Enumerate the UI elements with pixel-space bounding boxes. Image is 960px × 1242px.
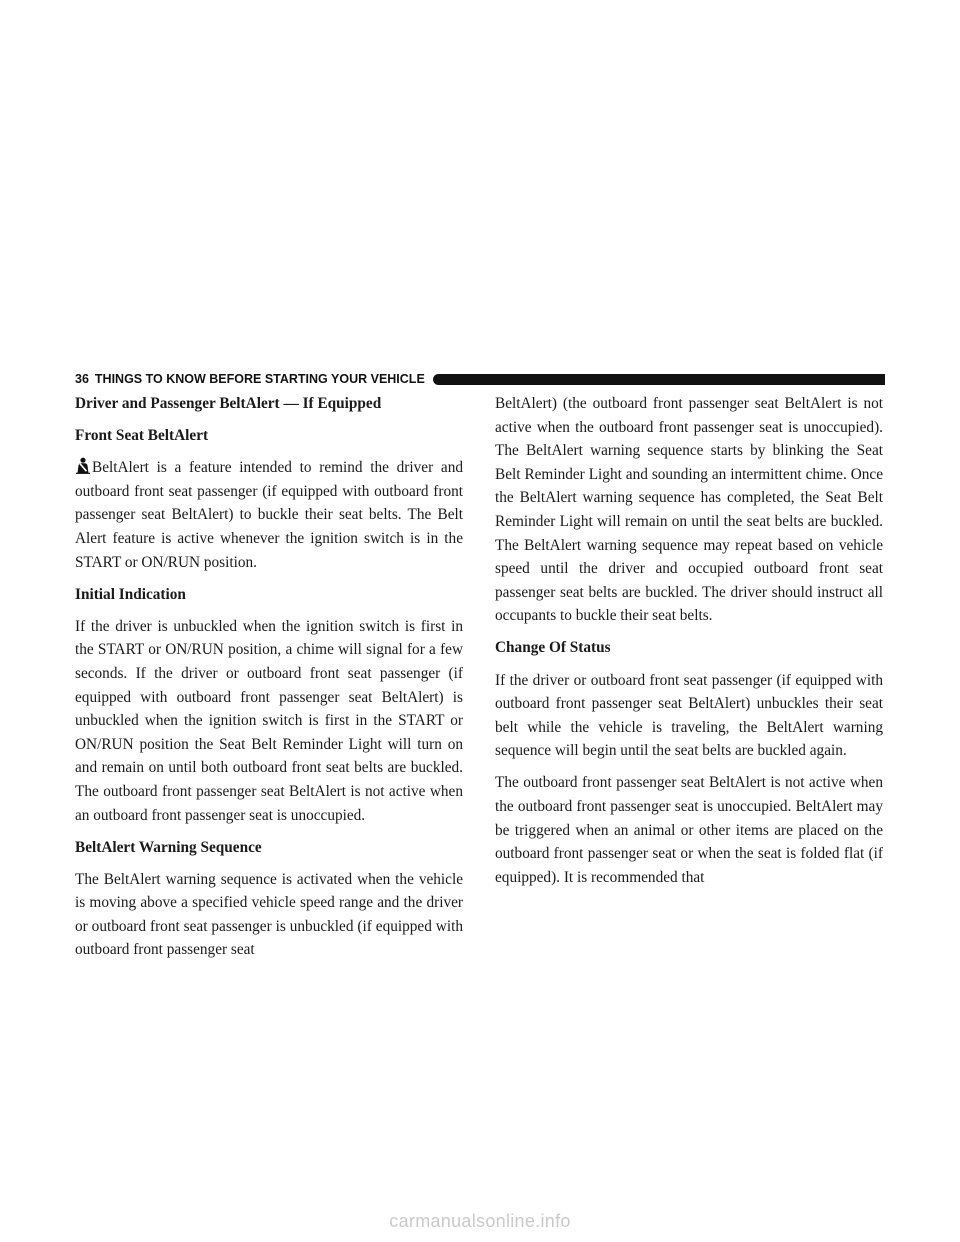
- heading-driver-passenger-beltalert: Driver and Passenger BeltAlert — If Equipped: [75, 395, 382, 412]
- left-column: [75, 392, 463, 971]
- paragraph-initial-indication: If the driver is unbuckled when the ignition switch is first in the START or ON/RUN position, a chime will signal for a few seconds. If the driver or outboard front seat passenger (if equipped with outboard front passenger seat BeltAlert) is unbuckled when the ignition switch is first in the START or ON/RUN position the Seat Belt Reminder Light will turn on and remain on until both outboard front seat belts are buckled. The outboard front passenger seat BeltAlert is not active when an outboard front passenger seat is unoccupied.: [75, 617, 463, 824]
- heading-change-of-status: Change Of Status: [495, 639, 611, 657]
- right-column: [495, 392, 883, 898]
- front-seat-text: BeltAlert is a feature intended to remind the driver and outboard front seat passenger (if equipped with outboard front passenger seat BeltAlert) to buckle their seat belts. The Belt Alert feature is active whenever the ignition switch is in the START or ON/RUN position.: [75, 459, 463, 571]
- footer-watermark: carmanualsonline.info: [389, 1211, 571, 1231]
- paragraph-passenger-not-active: The outboard front passenger seat BeltAlert is not active when the outboard front passenger seat is unoccupied. BeltAlert may be triggered when an animal or other items are placed on the outboard front passenger seat or when the seat is folded flat (if equipped). It is recommended that: [495, 774, 883, 886]
- running-header: [75, 369, 885, 389]
- section-title: THINGS TO KNOW BEFORE STARTING YOUR VEHICLE: [94, 372, 425, 386]
- heading-warning-sequence: BeltAlert Warning Sequence: [75, 838, 262, 856]
- paragraph-warning-sequence: The BeltAlert warning sequence is activated when the vehicle is moving above a specified vehicle speed range and the driver or outboard front seat passenger is unbuckled (if equipped with outboard front passenger seat: [75, 870, 463, 959]
- paragraph-front-seat-beltalert: [75, 456, 463, 574]
- paragraph-warning-sequence-continued: BeltAlert) (the outboard front passenger seat BeltAlert is not active when the outboard front passenger seat is unoccupied). The BeltAlert warning sequence starts by blinking the Seat Belt Reminder Light and sounding an intermittent chime. Once the BeltAlert warning sequence has completed, the Seat Belt Reminder Light will remain on until the seat belts are buckled. The BeltAlert warning sequence may repeat based on vehicle speed until the driver and occupied outboard front seat passenger seat belts are buckled. The driver should instruct all occupants to buckle their seat belts.: [495, 395, 883, 625]
- heading-initial-indication: Initial Indication: [75, 585, 186, 603]
- seat-belt-reminder-icon: [75, 457, 91, 474]
- page-number: 36: [75, 372, 89, 386]
- heading-front-seat-beltalert: Front Seat BeltAlert: [75, 427, 209, 445]
- paragraph-change-of-status: If the driver or outboard front seat passenger (if equipped with outboard front passenger seat BeltAlert) unbuckles their seat belt while the vehicle is traveling, the BeltAlert warning sequence will begin until the seat belts are buckled again.: [495, 671, 883, 760]
- header-rule-bar: [433, 374, 885, 385]
